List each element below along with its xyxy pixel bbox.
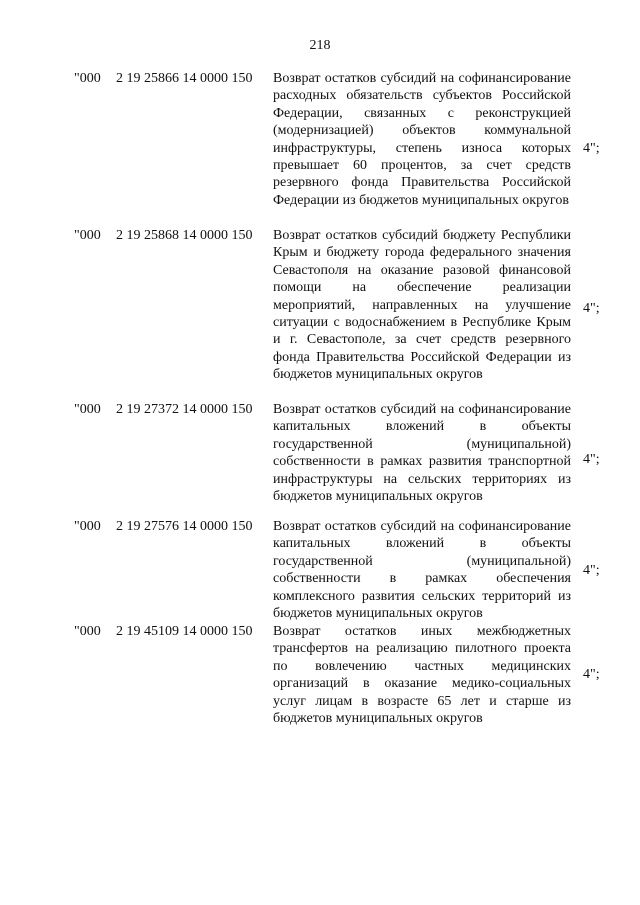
code-suffix: 4"; — [583, 563, 600, 578]
code-prefix: "000 — [74, 402, 101, 417]
page-number: 218 — [309, 38, 331, 53]
code-prefix: "000 — [74, 71, 101, 86]
budget-code: 2 19 27372 14 0000 150 — [116, 402, 253, 417]
code-prefix: "000 — [74, 228, 101, 243]
code-suffix: 4"; — [583, 141, 600, 156]
budget-code: 2 19 25866 14 0000 150 — [116, 71, 253, 86]
code-prefix: "000 — [74, 624, 101, 639]
code-description: Возврат остатков иных межбюджетных трансфертов на реализацию пилотного проекта по вовлечению частных медицинских организаций в оказание медико-социальных услуг лицам в возрасте 65 лет и старше из бюджетов муниципальных округов — [273, 624, 571, 727]
code-suffix: 4"; — [583, 667, 600, 682]
budget-code: 2 19 27576 14 0000 150 — [116, 519, 253, 534]
code-prefix: "000 — [74, 519, 101, 534]
budget-code: 2 19 45109 14 0000 150 — [116, 624, 253, 639]
code-description: Возврат остатков субсидий на софинансирование капитальных вложений в объекты государственной (муниципальной) собственности в рамках развития транспортной инфраструктуры на сельских территориях из бюджетов муниципальных округов — [273, 402, 571, 505]
code-description: Возврат остатков субсидий на софинансирование расходных обязательств субъектов Российской Федерации, связанных с реконструкцией (модернизацией) объектов коммунальной инфраструктуры, степень износа которых превышает 60 процентов, за счет средств резервного фонда Правительства Российской Федерации из бюджетов муниципальных округов — [273, 71, 571, 208]
code-suffix: 4"; — [583, 452, 600, 467]
code-suffix: 4"; — [583, 301, 600, 316]
code-description: Возврат остатков субсидий бюджету Республики Крым и бюджету города федерального значения Севастополя на оказание разовой финансовой помощи на обеспечение реализации мероприятий, направленных на улучшение ситуации с водоснабжением в Республике Крым и г. Севастополе, за счет средств резервного фонда Правительства Российской Федерации из бюджетов муниципальных округов — [273, 228, 571, 383]
code-description: Возврат остатков субсидий на софинансирование капитальных вложений в объекты государственной (муниципальной) собственности в рамках обеспечения комплексного развития сельских территорий из бюджетов муниципальных округов — [273, 519, 571, 622]
budget-code: 2 19 25868 14 0000 150 — [116, 228, 253, 243]
